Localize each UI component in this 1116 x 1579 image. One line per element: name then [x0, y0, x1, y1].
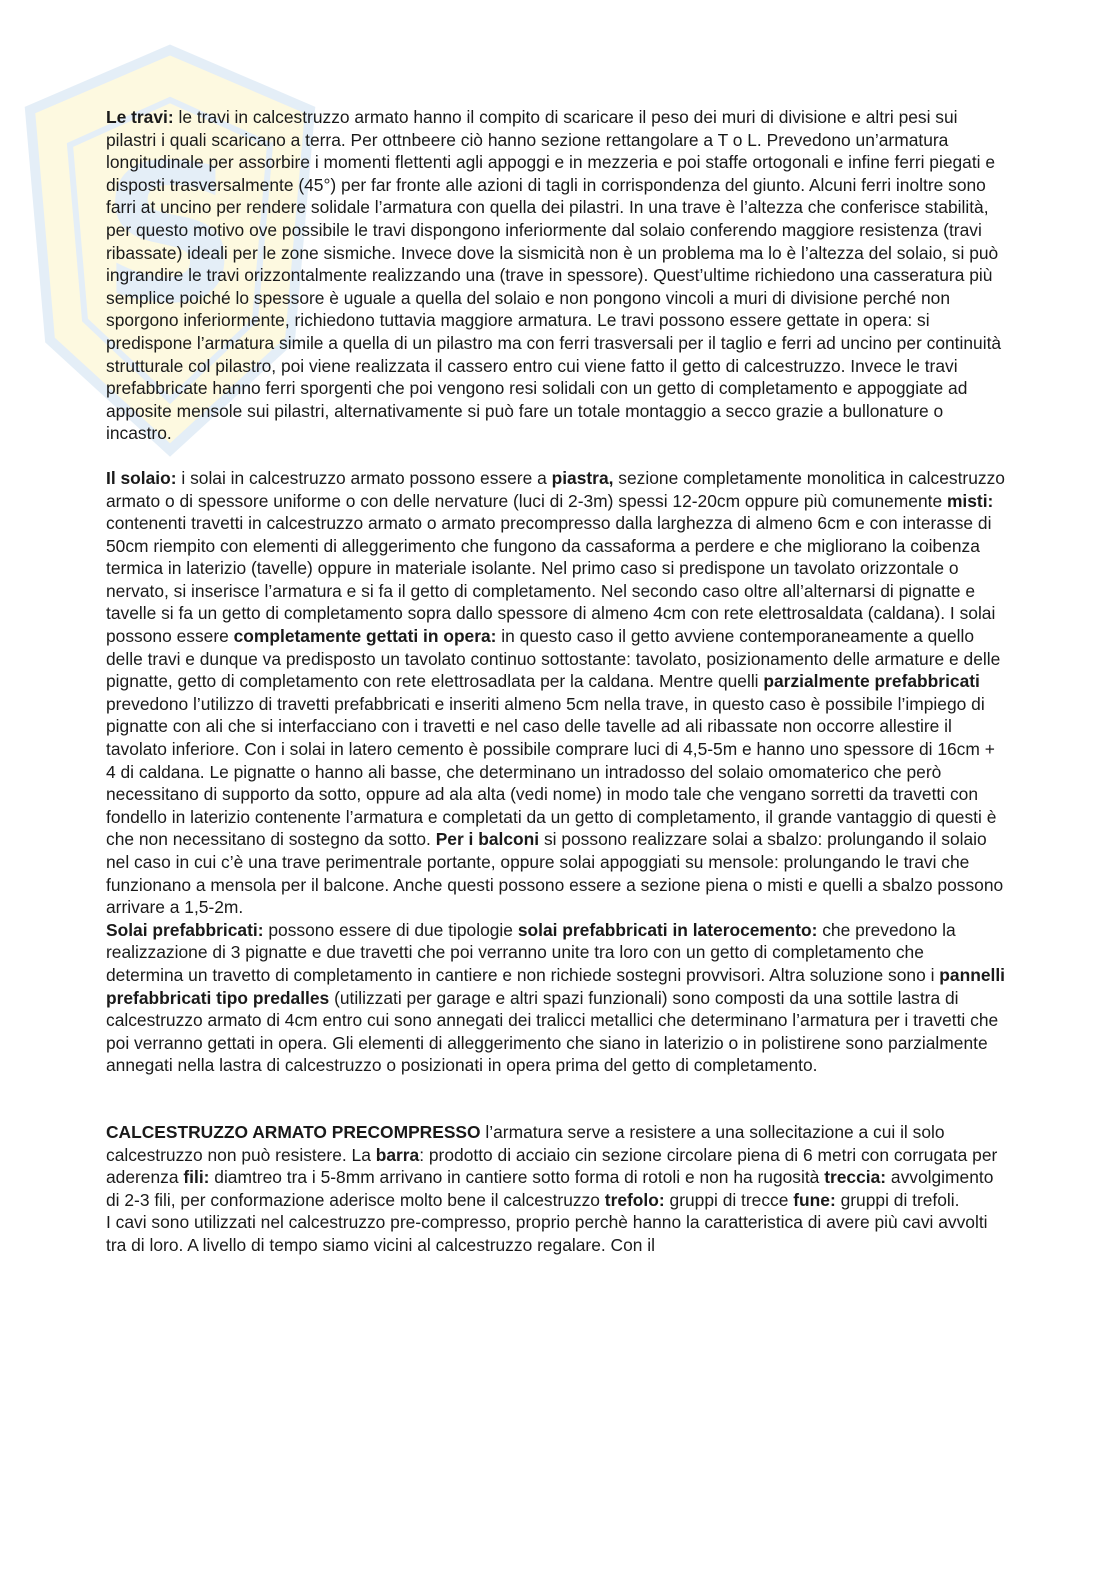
text-precompresso-6: gruppi di trefoli. [835, 1189, 960, 1210]
heading-solai-prefabbricati: Solai prefabbricati: [106, 919, 264, 940]
text-solaio-5: prevedono l’utilizzo di travetti prefabbricati e inseriti almeno 5cm nella trave, in questo caso è possibile l’impiego di pignatte con ali che si interfacciano con i travetti e nel caso delle tavelle ad ali ribassate non occorre allestire il tavolato inferiore. Con i solai in latero cemento è possibile comprare luci di 4,5-5m e hanno uno spessore di 16cm + 4 di caldana. Le pignatte o hanno ali basse, che determinano un intradosso del solaio omomaterico che però necessitano di supporto da sotto, oppure ad ala alta (vedi nome) in modo tale che vengano sorretti da travetti con fondello in laterizio contenente l’armatura e completati da un getto di completamento, il grande vantaggio di questi è che non necessitano di sostegno da sotto. [106, 693, 997, 850]
term-predalles: pannelli prefabbricati tipo predalles [106, 964, 1005, 1008]
paragraph-travi [106, 106, 1006, 445]
text-solaio-2: sezione completamente monolitica in calcestruzzo armato o di spessore uniforme o con delle nervature (luci di 2-3m) spessi 12-20cm oppure più comunemente [106, 467, 1005, 511]
term-piastra: piastra, [551, 467, 614, 488]
term-barra: barra [375, 1144, 420, 1165]
text-prefab-1: possono essere di due tipologie [263, 919, 518, 940]
term-treccia: treccia: [824, 1167, 887, 1188]
text-solaio-6: si possono realizzare solai a sbalzo: prolungando il solaio nel caso in cui c’è una trave perimentrale portante, oppure solai appoggiati su mensole: prolungando le travi che funzionano a mensola per il balcone. Anche questi possono essere a sezione piena o misti e quelli a sbalzo possono arrivare a 1,5-2m. [106, 829, 1004, 918]
text-prefab-2: che prevedono la realizzazione di 3 pignatte e due travetti che poi verranno unite tra loro con un getto di completamento che determina un travetto di completamento in cantiere e non richiede sostegni provvisori. Altra soluzione sono i [106, 919, 956, 985]
text-travi: le travi in calcestruzzo armato hanno il compito di scaricare il peso dei muri di divisione e altri pesi sui pilastri i quali scaricano a terra. Per ottnbeere ciò hanno sezione rettangolare a T o L. Prevedono un’armatura longitudinale per assorbire i momenti flettenti agli appoggi e in mezzeria e poi staffe ortogonali e infine ferri piegati e disposti trasversalmente (45°) per far fronte alle azioni di tagli in corrispondenza del giunto. Alcuni ferri inoltre sono farri at uncino per rendere solidale l’armatura con quella dei pilastri. In una trave è l’altezza che conferisce stabilità, per questo motivo ove possibile le travi dispongono inferiormente dal solaio conferendo maggiore resistenza (travi ribassate) ideali per le zone sismiche. Invece dove la sismicità non è un problema ma lo è l’altezza del solaio, si può ingrandire le travi orizzontalmente realizzando una (trave in spessore). Quest’ultime richiedono una casseratura più semplice poiché lo spessore è uguale a quella del solaio e non pongono vincoli a muri di divisione perché non sporgono inferiormente, richiedono tuttavia maggiore armatura. Le travi possono essere gettate in opera: si predispone l’armatura simile a quella di un pilastro ma con ferri trasversali per il taglio e ferri ad uncino per continuità strutturale col pilastro, poi viene realizzata il cassero entro cui viene fatto il getto di calcestruzzo. Invece le travi prefabbricate hanno ferri sporgenti che poi vengono resi solidali con un getto di completamento e appoggiate ad apposite mensole sui pilastri, alternativamente si può fare un totale montaggio a secco grazie a bullonature o incastro. [106, 107, 1002, 444]
text-prefab-3: (utilizzati per garage e altri spazi funzionali) sono composti da una sottile lastra di calcestruzzo armato di 4cm entro cui sono annegati dei tralicci metallici che determinano l’armatura per i travetti che poi verranno gettati in opera. Gli elementi di alleggerimento che siano in laterizio o in polistirene sono parzialmente annegati nella lastra di calcestruzzo o posizionati in opera prima del getto di completamento. [106, 987, 999, 1076]
term-laterocemento: solai prefabbricati in laterocemento: [517, 919, 818, 940]
text-precompresso-4: avvolgimento di 2-3 fili, per conformazione aderisce molto bene il calcestruzzo [106, 1167, 994, 1210]
heading-travi: Le travi: [106, 107, 174, 127]
paragraph-solaio [106, 467, 1006, 919]
term-gettati-in-opera: completamente gettati in opera: [233, 626, 497, 647]
heading-precompresso: CALCESTRUZZO ARMATO PRECOMPRESSO [106, 1121, 481, 1142]
text-precompresso-1: l’armatura serve a resistere a una sollecitazione a cui il solo calcestruzzo non può resistere. La [106, 1121, 945, 1165]
text-precompresso-3: diamtreo tra i 5-8mm arrivano in cantiere sotto forma di rotoli e non ha rugosità [209, 1167, 825, 1188]
document-body [106, 106, 1006, 1257]
term-parzialmente-prefabbricati: parzialmente prefabbricati [763, 671, 980, 692]
text-solaio-3: contenenti travetti in calcestruzzo armato o armato precompresso dalla larghezza di almeno 6cm e con interasse di 50cm riempito con elementi di alleggerimento che fungono da cassaforma a perdere e che migliorano la coibenza termica in laterizio (tavelle) oppure in materiale isolante. Nel primo caso si predispone un tavolato orizzontale o nervato, si inserisce l’armatura e si fa il getto di completamento. Nel secondo caso oltre all’alternarsi di pignatte e tavelle si fa un getto di completamento sopra dallo spessore di almeno 4cm con rete elettrosaldata (caldana). I solai possono essere [106, 513, 996, 647]
text-solaio-4: in questo caso il getto avviene contemporaneamente a quello delle travi e dunque va predisposto un tavolato continuo sottostante: tavolato, posizionamento delle armature e delle pignatte, getto di completamento con rete elettrosadlata per la caldana. Mentre quelli [106, 626, 1001, 692]
text-cavi: I cavi sono utilizzati nel calcestruzzo pre-compresso, proprio perchè hanno la caratteristica di avere più cavi avvolti tra di loro. A livello di tempo siamo vicini al calcestruzzo regalare. Con il [106, 1212, 988, 1255]
text-precompresso-2: : prodotto di acciaio cin sezione circolare piena di 6 metri con corrugata per aderenza [106, 1144, 998, 1188]
term-trefolo: trefolo: [604, 1189, 665, 1210]
term-fune: fune: [793, 1189, 836, 1210]
text-solaio-1: i solai in calcestruzzo armato possono essere a [176, 467, 552, 488]
paragraph-solai-prefabbricati [106, 919, 1006, 1077]
watermark-letter: S [101, 124, 239, 345]
heading-solaio: Il solaio: [106, 467, 177, 488]
spacer [106, 1077, 1006, 1121]
term-fili: fili: [183, 1167, 210, 1188]
text-precompresso-5: gruppi di trecce [664, 1189, 794, 1210]
paragraph-cavi [106, 1211, 1006, 1256]
term-per-i-balconi: Per i balconi [435, 829, 540, 850]
spacer [106, 445, 1006, 467]
term-misti: misti: [946, 490, 994, 511]
paragraph-precompresso [106, 1121, 1006, 1211]
